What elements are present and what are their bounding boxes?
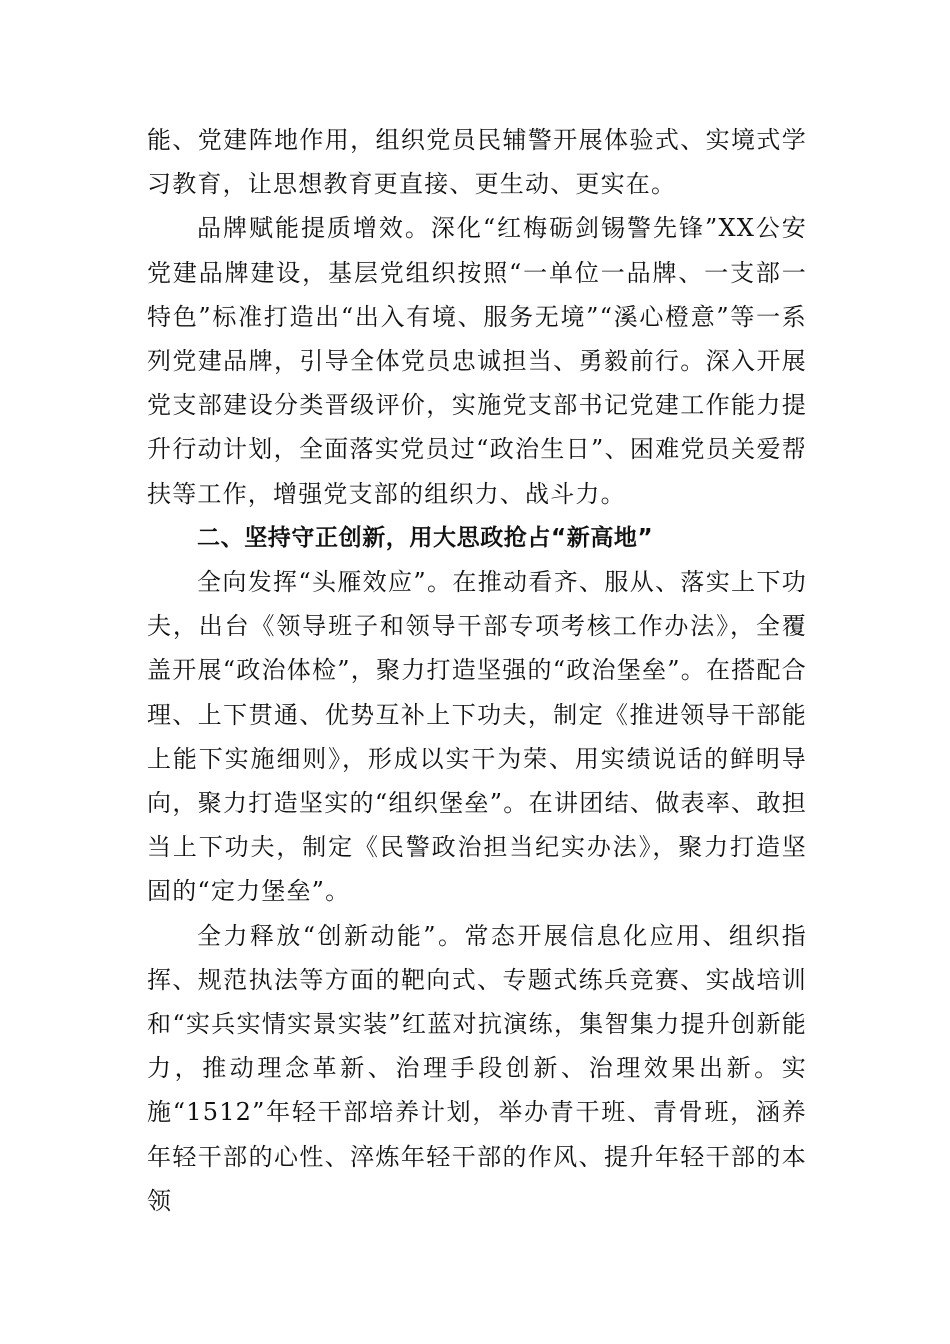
- document-page: [147, 118, 807, 1223]
- body-paragraph: 全力释放“创新动能”。常态开展信息化应用、组织指挥、规范执法等方面的靶向式、专题式练兵竞赛、实战培训和“实兵实情实景实装”红蓝对抗演练，集智集力提升创新能力，推动理念革新、治理手段创新、治理效果出新。实施“1512”年轻干部培养计划，举办青干班、青骨班，涵养年轻干部的心性、淬炼年轻干部的作风、提升年轻干部的本领: [147, 921, 807, 1215]
- body-paragraph: 全向发挥“头雁效应”。在推动看齐、服从、落实上下功夫，出台《领导班子和领导干部专项考核工作办法》，全覆盖开展“政治体检”，聚力打造坚强的“政治堡垒”。在搭配合理、上下贯通、优势互补上下功夫，制定《推进领导干部能上能下实施细则》，形成以实干为荣、用实绩说话的鲜明导向，聚力打造坚实的“组织堡垒”。在讲团结、做表率、敢担当上下功夫，制定《民警政治担当纪实办法》，聚力打造坚固的“定力堡垒”。: [147, 568, 807, 906]
- section-heading: 二、坚持守正创新，用大思政抢占“新高地”: [197, 524, 654, 551]
- body-paragraph: 品牌赋能提质增效。深化“红梅砺剑锡警先锋”XX公安党建品牌建设，基层党组织按照“一单位一品牌、一支部一特色”标准打造出“出入有境、服务无境”“溪心橙意”等一系列党建品牌，引导全体党员忠诚担当、勇毅前行。深入开展党支部建设分类晋级评价，实施党支部书记党建工作能力提升行动计划，全面落实党员过“政治生日”、困难党员关爱帮扶等工作，增强党支部的组织力、战斗力。: [147, 214, 807, 508]
- body-paragraph: 能、党建阵地作用，组织党员民辅警开展体验式、实境式学习教育，让思想教育更直接、更生动、更实在。: [147, 126, 807, 199]
